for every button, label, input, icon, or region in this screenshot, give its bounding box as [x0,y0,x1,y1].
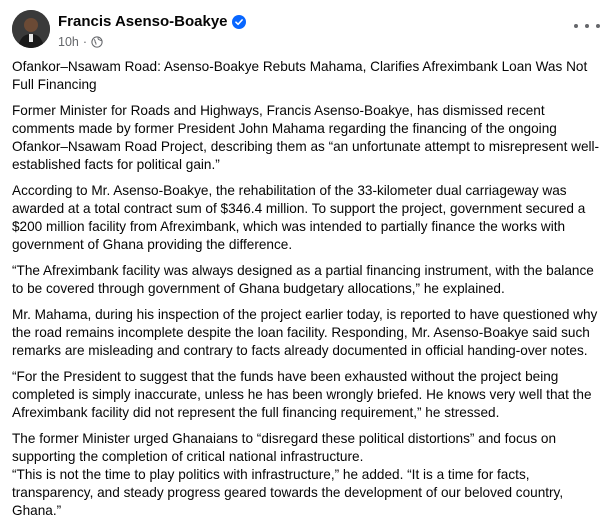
post-paragraph: “For the President to suggest that the funds have been exhausted without the project being completed is simply inaccurate, unless he has been wrongly briefed. He knows very well that the Afreximbank facility did not represent the full financing requirement,” he stressed. [12,369,592,420]
meta-separator: · [82,35,88,49]
author-name[interactable]: Francis Asenso-Boakye [58,13,228,30]
more-options-icon[interactable] [574,18,600,34]
author-name-row [58,13,246,30]
globe-icon[interactable] [91,36,103,48]
avatar[interactable] [12,10,50,48]
post-paragraph: “This is not the time to play politics with infrastructure,” he added. “It is a time for facts, transparency, and steady progress geared towards the development of our beloved country, Ghana.” [12,467,564,518]
post-header [12,10,602,56]
verified-badge-icon [232,15,246,29]
post-paragraph: According to Mr. Asenso-Boakye, the rehabilitation of the 33-kilometer dual carriageway was awarded at a total contract sum of $346.4 million. To support the project, government secured a $200 million facility from Afreximbank, which was intended to partially finance the works with government of Ghana providing the difference. [12,183,586,252]
post-paragraph: Mr. Mahama, during his inspection of the project earlier today, is reported to have questioned why the road remains incomplete despite the loan facility. Responding, Mr. Asenso-Boakye said such remarks are misleading and contrary to facts already documented in official handing-over notes. [12,307,598,358]
more-dot [585,24,589,28]
post-paragraph: “The Afreximbank facility was always designed as a partial financing instrument, with the balance to be covered through government of Ghana budgetary allocations,” he explained. [12,263,594,296]
post-paragraph: Former Minister for Roads and Highways, Francis Asenso-Boakye, has dismissed recent comments made by former President John Mahama regarding the financing of the ongoing Ofankor–Nsawam Road Project, describing them as “an unfortunate attempt to misrepresent well-established facts for political gain.” [12,103,600,172]
post-headline: Ofankor–Nsawam Road: Asenso-Boakye Rebuts Mahama, Clarifies Afreximbank Loan Was Not Full Financing [12,59,588,92]
post-body [12,58,604,528]
post-meta [58,35,103,49]
post-timestamp[interactable]: 10h [58,35,79,49]
post-paragraph: The former Minister urged Ghanaians to “disregard these political distortions” and focus on supporting the completion of critical national infrastructure. [12,431,557,464]
avatar-image [12,10,50,48]
more-dot [596,24,600,28]
more-dot [574,24,578,28]
